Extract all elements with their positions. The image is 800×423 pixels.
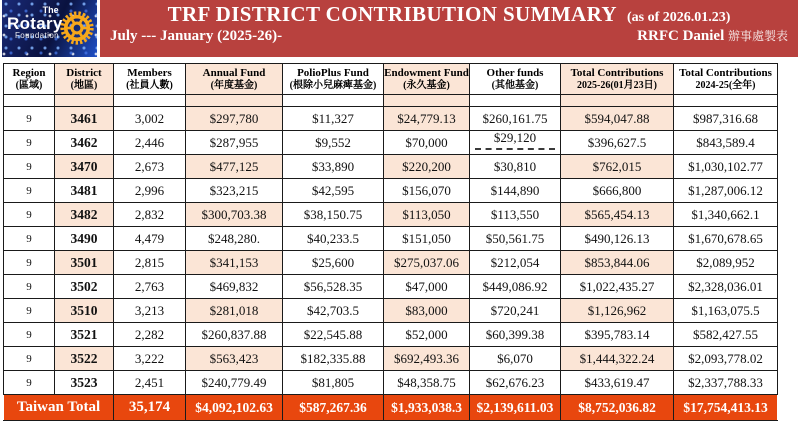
report-period: July --- January (2025-26)- [110,28,283,44]
cell-total_2526: $762,015 [561,155,674,179]
cell-district: 3470 [55,155,114,179]
cell-members: 2,832 [114,203,186,227]
cell-other: $62,676.23 [470,371,561,395]
district-row-3462 [4,131,778,155]
col-header-annual-fund: Annual Fund (年度基金) [186,64,283,95]
cell-total_2526: $490,126.13 [561,227,674,251]
cell-total_2526: $1,444,322.24 [561,347,674,371]
cell-polio: $25,600 [283,251,384,275]
cell-endowment: $151,050 [384,227,470,251]
total-contributions-2024-25: $17,754,413.13 [674,395,778,421]
cell-district: 3481 [55,179,114,203]
col-header-other-funds: Other funds (其他基金) [470,64,561,95]
district-row-3470 [4,155,778,179]
cell-total_2425: $1,340,662.1 [674,203,778,227]
spacer-row [4,95,778,107]
cell-annual: $300,703.38 [186,203,283,227]
cell-other: $30,810 [470,155,561,179]
cell-members: 2,815 [114,251,186,275]
cell-annual: $287,955 [186,131,283,155]
logo-rotary: Rotary [7,14,63,33]
cell-total_2526: $395,783.14 [561,323,674,347]
correction-dash-line [475,148,554,150]
rotary-foundation-logo [2,0,97,57]
cell-annual: $469,832 [186,275,283,299]
logo-foundation: Foundation [15,31,60,40]
total-endowment-fund: $1,933,038.3 [384,395,470,421]
taiwan-total-row [4,395,778,421]
cell-region: 9 [4,299,55,323]
cell-polio: $42,595 [283,179,384,203]
cell-total_2425: $582,427.55 [674,323,778,347]
cell-members: 3,222 [114,347,186,371]
cell-total_2425: $1,163,075.5 [674,299,778,323]
cell-endowment: $47,000 [384,275,470,299]
cell-district: 3461 [55,107,114,131]
cell-region: 9 [4,155,55,179]
cell-annual: $240,779.49 [186,371,283,395]
cell-members: 3,002 [114,107,186,131]
district-row-3502 [4,275,778,299]
cell-endowment: $83,000 [384,299,470,323]
cell-region: 9 [4,323,55,347]
cell-region: 9 [4,251,55,275]
cell-district: 3501 [55,251,114,275]
cell-members: 2,763 [114,275,186,299]
cell-polio: $42,703.5 [283,299,384,323]
col-header-total-2025-26: Total Contributions 2025-26(01月23日) [561,64,674,95]
total-label: Taiwan Total [4,395,114,421]
cell-members: 4,479 [114,227,186,251]
cell-annual: $297,780 [186,107,283,131]
cell-region: 9 [4,371,55,395]
cell-endowment: $275,037.06 [384,251,470,275]
report-author [637,27,788,45]
cell-district: 3522 [55,347,114,371]
cell-other: $449,086.92 [470,275,561,299]
cell-district: 3490 [55,227,114,251]
as-of-date: (as of 2026.01.23) [627,10,731,25]
cell-members: 2,446 [114,131,186,155]
rotary-logo-text [7,6,63,40]
cell-total_2425: $987,316.68 [674,107,778,131]
cell-total_2425: $2,337,788.33 [674,371,778,395]
cell-endowment: $220,200 [384,155,470,179]
cell-total_2425: $1,030,102.77 [674,155,778,179]
cell-district: 3462 [55,131,114,155]
col-header-district: District (地區) [55,64,114,95]
district-rows [4,107,778,395]
cell-district: 3502 [55,275,114,299]
header-row [4,64,778,95]
total-contributions-2025-26: $8,752,036.82 [561,395,674,421]
cell-other: $144,890 [470,179,561,203]
district-row-3521 [4,323,778,347]
cell-endowment: $48,358.75 [384,371,470,395]
cell-region: 9 [4,179,55,203]
cell-endowment: $70,000 [384,131,470,155]
cell-other: $6,070 [470,347,561,371]
cell-polio: $9,552 [283,131,384,155]
district-row-3490 [4,227,778,251]
cell-polio: $11,327 [283,107,384,131]
cell-region: 9 [4,107,55,131]
total-members: 35,174 [114,395,186,421]
col-header-polioplus-fund: PolioPlus Fund (根除小兒麻痺基金) [283,64,384,95]
col-header-endowment-fund: Endowment Fund (永久基金) [384,64,470,95]
cell-region: 9 [4,347,55,371]
author-name: RRFC Daniel [637,28,725,44]
cell-endowment: $113,050 [384,203,470,227]
cell-total_2425: $2,328,036.01 [674,275,778,299]
cell-region: 9 [4,131,55,155]
cell-region: 9 [4,275,55,299]
cell-members: 3,213 [114,299,186,323]
cell-other: $60,399.38 [470,323,561,347]
cell-total_2425: $843,589.4 [674,131,778,155]
col-header-region: Region (區域) [4,64,55,95]
cell-other: $50,561.75 [470,227,561,251]
district-row-3482 [4,203,778,227]
cell-annual: $248,280. [186,227,283,251]
subtitle-line [108,27,790,48]
cell-total_2425: $2,093,778.02 [674,347,778,371]
district-row-3510 [4,299,778,323]
col-header-members: Members (社員人數) [114,64,186,95]
cell-total_2526: $666,800 [561,179,674,203]
cell-endowment: $52,000 [384,323,470,347]
cell-district: 3521 [55,323,114,347]
cell-total_2526: $433,619.47 [561,371,674,395]
district-row-3501 [4,251,778,275]
cell-region: 9 [4,203,55,227]
cell-region: 9 [4,227,55,251]
cell-members: 2,996 [114,179,186,203]
logo-the: The [42,5,59,15]
cell-district: 3510 [55,299,114,323]
cell-endowment: $692,493.36 [384,347,470,371]
title-line [108,2,790,27]
cell-district: 3482 [55,203,114,227]
cell-other: $260,161.75 [470,107,561,131]
cell-polio: $38,150.75 [283,203,384,227]
cell-polio: $22,545.88 [283,323,384,347]
cell-members: 2,282 [114,323,186,347]
cell-members: 2,451 [114,371,186,395]
page-title: TRF DISTRICT CONTRIBUTION SUMMARY [167,2,617,26]
author-cjk: 辦事處製表 [727,29,788,43]
cell-polio: $182,335.88 [283,347,384,371]
cell-total_2526: $1,126,962 [561,299,674,323]
cell-other: $720,241 [470,299,561,323]
cell-endowment: $24,779.13 [384,107,470,131]
cell-total_2425: $1,287,006.12 [674,179,778,203]
cell-polio: $33,890 [283,155,384,179]
cell-members: 2,673 [114,155,186,179]
cell-other: $113,550 [470,203,561,227]
district-row-3522 [4,347,778,371]
contribution-table [3,63,778,421]
cell-annual: $477,125 [186,155,283,179]
district-row-3461 [4,107,778,131]
total-other-funds: $2,139,611.03 [470,395,561,421]
cell-total_2425: $1,670,678.65 [674,227,778,251]
cell-polio: $40,233.5 [283,227,384,251]
cell-total_2526: $594,047.88 [561,107,674,131]
cell-total_2425: $2,089,952 [674,251,778,275]
total-polioplus-fund: $587,267.36 [283,395,384,421]
cell-polio: $81,805 [283,371,384,395]
cell-total_2526: $565,454.13 [561,203,674,227]
cell-total_2526: $853,844.06 [561,251,674,275]
cell-annual: $341,153 [186,251,283,275]
cell-total_2526: $1,022,435.27 [561,275,674,299]
district-row-3481 [4,179,778,203]
col-header-total-2024-25: Total Contributions 2024-25(全年) [674,64,778,95]
cell-annual: $281,018 [186,299,283,323]
cell-annual: $323,215 [186,179,283,203]
cell-polio: $56,528.35 [283,275,384,299]
cell-annual: $260,837.88 [186,323,283,347]
cell-endowment: $156,070 [384,179,470,203]
total-annual-fund: $4,092,102.63 [186,395,283,421]
district-row-3523 [4,371,778,395]
page-header [0,0,798,57]
cell-district: 3523 [55,371,114,395]
cell-other: $29,120 [470,131,561,155]
cell-other: $212,054 [470,251,561,275]
cell-total_2526: $396,627.5 [561,131,674,155]
cell-annual: $563,423 [186,347,283,371]
title-banner [100,0,798,57]
rotary-wheel-icon [59,10,95,46]
